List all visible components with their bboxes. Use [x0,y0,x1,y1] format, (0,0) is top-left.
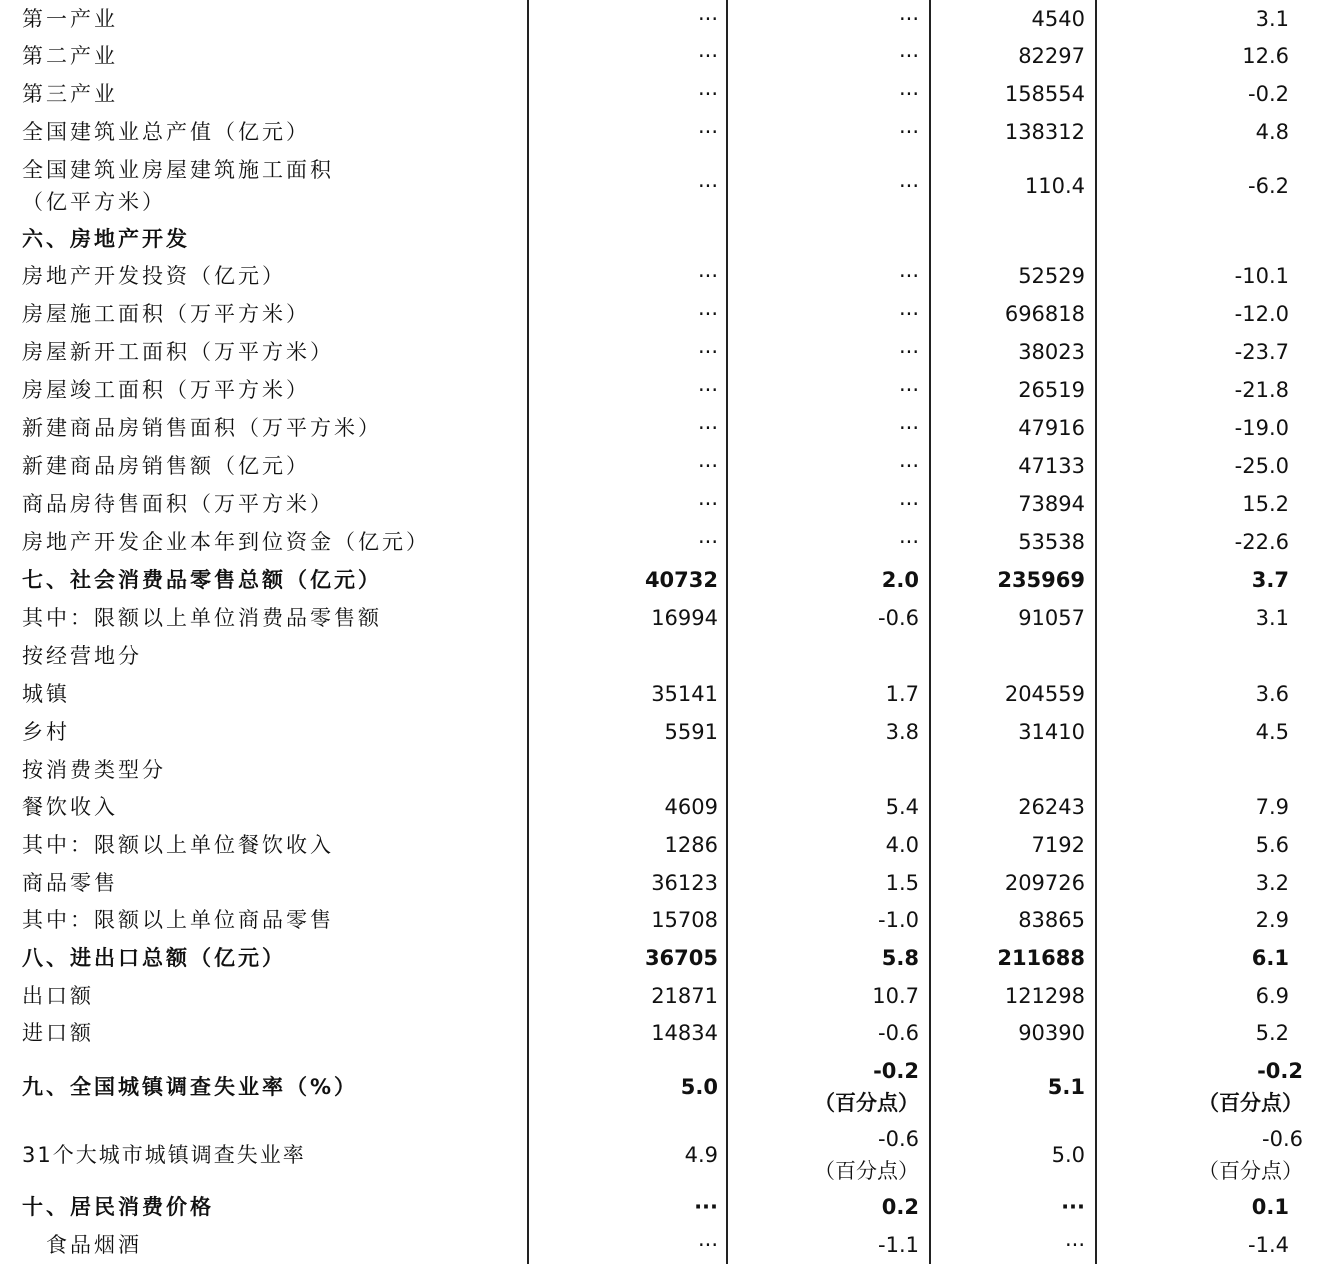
row-label-line1: 全国建筑业房屋建筑施工面积 [22,157,334,182]
current-month-growth: ··· [727,485,930,523]
table-row [0,1014,1321,1051]
row-label: 第三产业 [22,82,118,106]
cumulative-growth: 6.1 [1096,939,1321,977]
current-month-value: 36123 [528,864,727,901]
current-month-value: ··· [528,257,727,295]
cumulative-growth: 2.9 [1096,901,1321,939]
current-month-growth: ··· [727,333,930,371]
cumulative-value: 47133 [930,447,1096,485]
row-label: 第一产业 [22,6,118,31]
cumulative-growth: -19.0 [1096,409,1321,447]
current-month-value: ··· [528,1188,727,1226]
cumulative-value: 696818 [930,295,1096,333]
cumulative-value: 5.1 [930,1051,1096,1122]
current-month-value: ··· [528,1226,727,1264]
cumulative-growth: -0.2 [1096,75,1321,113]
cumulative-value: 26243 [930,788,1096,826]
current-month-growth: 2.0 [727,561,930,599]
table-row [0,1226,1321,1264]
current-month-value: ··· [528,485,727,523]
current-month-value: ··· [528,75,727,113]
cumulative-growth [1096,751,1321,788]
cumulative-value [930,220,1096,257]
cumulative-growth: 3.2 [1096,864,1321,901]
table-row [0,788,1321,826]
cumulative-growth: 7.9 [1096,788,1321,826]
current-month-value: ··· [528,151,727,220]
row-label: 餐饮收入 [22,795,118,819]
cumulative-growth: 3.1 [1096,0,1321,37]
cumulative-growth: 3.1 [1096,599,1321,637]
cumulative-growth: 15.2 [1096,485,1321,523]
section-header-row [0,220,1321,257]
cumulative-value [930,751,1096,788]
cumulative-value [930,637,1096,675]
cumulative-growth: 3.6 [1096,675,1321,713]
row-label: 乡村 [22,720,70,744]
current-month-growth: 1.5 [727,864,930,901]
current-month-value: 4609 [528,788,727,826]
current-month-value: 16994 [528,599,727,637]
table-row [0,485,1321,523]
cumulative-growth: 5.6 [1096,826,1321,864]
current-month-growth: -1.1 [727,1226,930,1264]
cumulative-growth: -12.0 [1096,295,1321,333]
section-header-row [0,1051,1321,1122]
row-label: 其中：限额以上单位餐饮收入 [22,833,334,857]
current-month-growth: ··· [727,113,930,151]
current-month-growth: ··· [727,257,930,295]
growth-value: -0.2 [873,1058,919,1083]
row-label-line2: （亿平方米） [22,189,166,214]
current-month-growth [727,637,930,675]
current-month-growth: ··· [727,447,930,485]
cumulative-value: 26519 [930,371,1096,409]
current-month-value: 4.9 [528,1122,727,1188]
cumulative-value: 90390 [930,1014,1096,1051]
growth-unit: （百分点） [814,1090,919,1115]
row-label [0,151,528,220]
table-row [0,864,1321,901]
cumulative-value: 204559 [930,675,1096,713]
current-month-value: ··· [528,295,727,333]
row-label: 全国建筑业总产值（亿元） [22,120,310,144]
row-label: 第二产业 [22,44,118,68]
row-label: 其中：限额以上单位商品零售 [22,908,334,932]
current-month-value: ··· [528,447,727,485]
cumulative-value: 82297 [930,37,1096,75]
current-month-value [528,637,727,675]
section-header-row [0,561,1321,599]
cumulative-value: 121298 [930,977,1096,1014]
current-month-growth: -1.0 [727,901,930,939]
table-row [0,371,1321,409]
cumulative-value: 53538 [930,523,1096,561]
cumulative-growth: -10.1 [1096,257,1321,295]
current-month-growth: ··· [727,0,930,37]
cumulative-growth [1096,637,1321,675]
current-month-value: 5591 [528,713,727,751]
current-month-growth: ··· [727,371,930,409]
table-row [0,826,1321,864]
row-label: 出口额 [22,983,94,1008]
current-month-growth: 4.0 [727,826,930,864]
current-month-value: 35141 [528,675,727,713]
current-month-value: ··· [528,0,727,37]
cumulative-value: 31410 [930,713,1096,751]
cumulative-growth: 12.6 [1096,37,1321,75]
section-title: 八、进出口总额（亿元） [22,946,286,970]
current-month-growth: 10.7 [727,977,930,1014]
cumulative-value: 73894 [930,485,1096,523]
current-month-value [528,220,727,257]
row-label: 新建商品房销售面积（万平方米） [22,416,382,440]
growth-unit: （百分点） [1198,1159,1303,1183]
current-month-value: 15708 [528,901,727,939]
current-month-value: ··· [528,333,727,371]
cumulative-growth: -6.2 [1096,151,1321,220]
cumulative-value: 91057 [930,599,1096,637]
table-row [0,37,1321,75]
growth-value: -0.6 [1262,1127,1303,1151]
cumulative-value: 211688 [930,939,1096,977]
current-month-value: 21871 [528,977,727,1014]
current-month-growth: 5.8 [727,939,930,977]
current-month-value [528,751,727,788]
current-month-value: 14834 [528,1014,727,1051]
growth-unit: （百分点） [814,1159,919,1183]
cumulative-growth: 3.7 [1096,561,1321,599]
current-month-value: 5.0 [528,1051,727,1122]
row-label: 新建商品房销售额（亿元） [22,454,310,478]
table-row [0,599,1321,637]
cumulative-growth: 4.5 [1096,713,1321,751]
row-label: 房地产开发企业本年到位资金（亿元） [22,530,430,554]
cumulative-value: 52529 [930,257,1096,295]
row-label: 其中：限额以上单位消费品零售额 [22,606,382,630]
table-row [0,409,1321,447]
cumulative-growth: -23.7 [1096,333,1321,371]
section-title: 七、社会消费品零售总额（亿元） [22,568,382,592]
current-month-growth: ··· [727,37,930,75]
cumulative-value: 38023 [930,333,1096,371]
cumulative-value: 47916 [930,409,1096,447]
table-row [0,295,1321,333]
growth-value: -0.2 [1257,1058,1303,1083]
current-month-growth: ··· [727,151,930,220]
table-row [0,1122,1321,1188]
current-month-growth: 3.8 [727,713,930,751]
cumulative-growth: 0.1 [1096,1188,1321,1226]
table-row [0,901,1321,939]
cumulative-value: 5.0 [930,1122,1096,1188]
current-month-value: ··· [528,409,727,447]
growth-value: -0.6 [878,1127,919,1151]
table-row [0,151,1321,220]
row-label: 房屋新开工面积（万平方米） [22,340,334,364]
current-month-growth [727,220,930,257]
section-title: 十、居民消费价格 [22,1195,214,1219]
section-header-row [0,1188,1321,1226]
cumulative-value: 7192 [930,826,1096,864]
current-month-growth: ··· [727,409,930,447]
cumulative-growth: -1.4 [1096,1226,1321,1264]
table-row [0,977,1321,1014]
cumulative-value: 110.4 [930,151,1096,220]
current-month-growth: -0.6 [727,599,930,637]
cumulative-growth: -22.6 [1096,523,1321,561]
current-month-growth [727,1122,930,1188]
section-header-row [0,939,1321,977]
table-row [0,333,1321,371]
cumulative-value: 158554 [930,75,1096,113]
table-row [0,75,1321,113]
row-label: 商品零售 [22,870,118,895]
cumulative-growth [1096,220,1321,257]
current-month-value: ··· [528,37,727,75]
table-row [0,637,1321,675]
table-row [0,257,1321,295]
row-label: 进口额 [22,1020,94,1045]
current-month-growth: ··· [727,75,930,113]
current-month-value: ··· [528,371,727,409]
cumulative-growth [1096,1122,1321,1188]
row-label: 食品烟酒 [46,1233,142,1257]
cumulative-growth: 6.9 [1096,977,1321,1014]
row-label: 房屋竣工面积（万平方米） [22,378,310,402]
current-month-growth [727,1051,930,1122]
current-month-growth: 0.2 [727,1188,930,1226]
table-row [0,751,1321,788]
current-month-value: ··· [528,523,727,561]
cumulative-growth: 4.8 [1096,113,1321,151]
cumulative-value: 138312 [930,113,1096,151]
table-row [0,113,1321,151]
row-label: 按经营地分 [22,644,142,668]
row-label: 城镇 [22,682,70,706]
table-row [0,523,1321,561]
cumulative-value: 83865 [930,901,1096,939]
row-label: 房屋施工面积（万平方米） [22,302,310,326]
table-row [0,675,1321,713]
current-month-value: 1286 [528,826,727,864]
current-month-value: ··· [528,113,727,151]
row-label: 商品房待售面积（万平方米） [22,492,334,516]
current-month-growth: 1.7 [727,675,930,713]
row-label: 房地产开发投资（亿元） [22,264,286,288]
cumulative-growth: 5.2 [1096,1014,1321,1051]
current-month-growth: ··· [727,295,930,333]
table-row [0,447,1321,485]
cumulative-value: ··· [930,1188,1096,1226]
cumulative-value: 209726 [930,864,1096,901]
current-month-value: 36705 [528,939,727,977]
cumulative-growth [1096,1051,1321,1122]
row-label: 31个大城市城镇调查失业率 [22,1143,306,1167]
current-month-growth: ··· [727,523,930,561]
current-month-growth: 5.4 [727,788,930,826]
section-title: 九、全国城镇调查失业率（%） [22,1074,359,1099]
cumulative-value: 4540 [930,0,1096,37]
current-month-growth [727,751,930,788]
cumulative-growth: -25.0 [1096,447,1321,485]
section-title: 六、房地产开发 [22,226,190,251]
current-month-growth: -0.6 [727,1014,930,1051]
row-label: 按消费类型分 [22,757,166,782]
growth-unit: （百分点） [1198,1090,1303,1115]
cumulative-value: ··· [930,1226,1096,1264]
cumulative-growth: -21.8 [1096,371,1321,409]
current-month-value: 40732 [528,561,727,599]
table-row [0,0,1321,37]
table-row [0,713,1321,751]
cumulative-value: 235969 [930,561,1096,599]
